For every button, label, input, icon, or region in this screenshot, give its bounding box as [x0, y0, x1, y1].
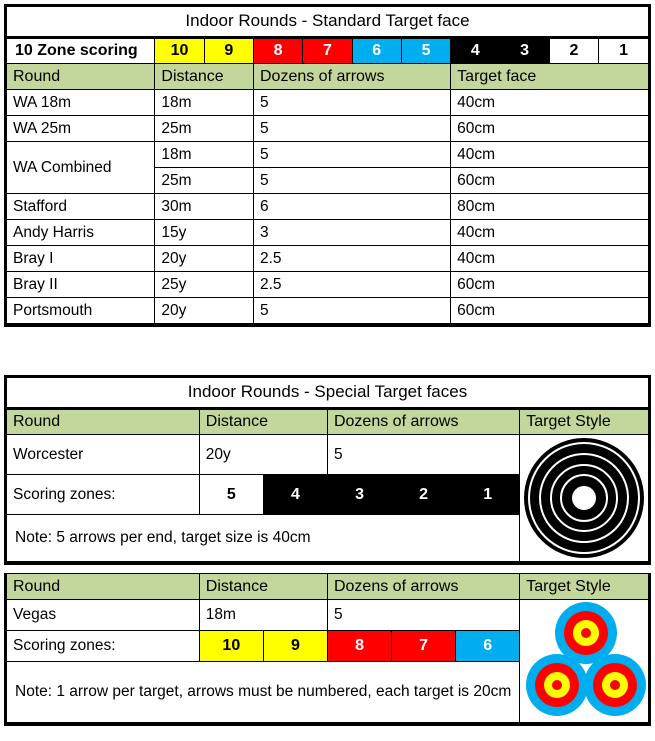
worcester-zone-1: 1	[456, 475, 520, 515]
round-dozens: 6	[253, 194, 450, 220]
round-distance: 25m	[155, 168, 254, 194]
column-header-target-style: Target Style	[520, 574, 648, 600]
zone-1: 1	[599, 38, 648, 64]
vegas-face-bottom-right	[584, 654, 646, 716]
table-row	[7, 220, 648, 246]
round-dozens: 5	[253, 90, 450, 116]
worcester-bullseye	[572, 486, 596, 510]
vegas-zone-6: 6	[456, 630, 520, 661]
worcester-header-row	[7, 409, 648, 435]
column-header-dozens: Dozens of arrows	[327, 409, 519, 435]
vegas-note: Note: 1 arrow per target, arrows must be numbered, each target is 20cm	[7, 661, 520, 723]
round-target-face: 60cm	[451, 116, 648, 142]
standard-zone-row	[7, 38, 648, 64]
round-target-face: 60cm	[451, 168, 648, 194]
round-target-face: 60cm	[451, 298, 648, 324]
column-header-round: Round	[7, 409, 199, 435]
column-header-round: Round	[7, 574, 199, 600]
worcester-table	[7, 378, 648, 562]
round-target-face: 40cm	[451, 90, 648, 116]
standard-title-row	[7, 7, 648, 38]
worcester-zone-2: 2	[392, 475, 456, 515]
vegas-center-x	[552, 680, 562, 690]
round-name: Vegas	[7, 600, 199, 631]
zone-2: 2	[549, 38, 598, 64]
column-header-distance: Distance	[199, 574, 327, 600]
zone-5: 5	[401, 38, 450, 64]
round-dozens: 3	[253, 220, 450, 246]
vegas-zone-10: 10	[199, 630, 263, 661]
round-target-face: 60cm	[451, 272, 648, 298]
worcester-note: Note: 5 arrows per end, target size is 40cm	[7, 515, 520, 562]
special-rounds-worcester-block	[4, 375, 651, 565]
round-distance: 18m	[155, 142, 254, 168]
round-name: WA 18m	[7, 90, 155, 116]
zone-3: 3	[500, 38, 549, 64]
table-row	[7, 298, 648, 324]
standard-title: Indoor Rounds - Standard Target face	[7, 7, 648, 38]
vegas-face-bottom-left	[526, 654, 588, 716]
zone-9: 9	[204, 38, 253, 64]
zone-8: 8	[253, 38, 302, 64]
table-row	[7, 246, 648, 272]
vegas-three-spot-icon	[520, 602, 652, 720]
vegas-table	[7, 573, 648, 723]
round-dozens: 2.5	[253, 246, 450, 272]
vegas-zone-7: 7	[392, 630, 456, 661]
zone-10: 10	[155, 38, 204, 64]
vegas-zone-8: 8	[327, 630, 391, 661]
round-distance: 25y	[155, 272, 254, 298]
standard-rounds-table	[7, 7, 648, 324]
vegas-header-row	[7, 574, 648, 600]
worcester-zone-4: 4	[263, 475, 327, 515]
table-row	[7, 90, 648, 116]
vegas-zone-9: 9	[263, 630, 327, 661]
zone-scoring-label: 10 Zone scoring	[7, 38, 155, 64]
zone-6: 6	[352, 38, 401, 64]
table-row	[7, 142, 648, 168]
special-rounds-vegas-block	[4, 573, 651, 726]
round-name: Andy Harris	[7, 220, 155, 246]
round-name: Worcester	[7, 435, 199, 475]
worcester-zone-3: 3	[327, 475, 391, 515]
scoring-zones-label: Scoring zones:	[7, 475, 199, 515]
round-target-face: 40cm	[451, 220, 648, 246]
round-target-face: 40cm	[451, 142, 648, 168]
column-header-dozens: Dozens of arrows	[327, 574, 519, 600]
worcester-zone-5: 5	[199, 475, 263, 515]
round-dozens: 5	[327, 435, 519, 475]
round-name: Bray II	[7, 272, 155, 298]
vegas-target-style	[520, 600, 648, 723]
column-header-distance: Distance	[155, 64, 254, 90]
round-name: Stafford	[7, 194, 155, 220]
round-distance: 18m	[199, 600, 327, 631]
round-distance: 15y	[155, 220, 254, 246]
zone-4: 4	[451, 38, 500, 64]
column-header-distance: Distance	[199, 409, 327, 435]
round-distance: 18m	[155, 90, 254, 116]
column-header-round: Round	[7, 64, 155, 90]
special-title: Indoor Rounds - Special Target faces	[7, 378, 648, 409]
round-target-face: 80cm	[451, 194, 648, 220]
round-distance: 20y	[155, 298, 254, 324]
special-title-row	[7, 378, 648, 409]
table-row	[7, 194, 648, 220]
standard-header-row	[7, 64, 648, 90]
worcester-target-style	[520, 435, 648, 562]
round-dozens: 5	[253, 142, 450, 168]
vegas-center-x	[610, 680, 620, 690]
worcester-target-face-icon	[524, 438, 644, 558]
round-dozens: 5	[253, 116, 450, 142]
round-distance: 25m	[155, 116, 254, 142]
round-dozens: 5	[253, 168, 450, 194]
column-header-dozens: Dozens of arrows	[253, 64, 450, 90]
round-name: Bray I	[7, 246, 155, 272]
table-row	[7, 600, 648, 631]
column-header-target-style: Target Style	[520, 409, 648, 435]
round-name: WA Combined	[7, 142, 155, 194]
round-name: WA 25m	[7, 116, 155, 142]
vegas-center-x	[581, 628, 591, 638]
table-row	[7, 116, 648, 142]
round-name: Portsmouth	[7, 298, 155, 324]
standard-rounds-table-block	[4, 4, 651, 327]
round-distance: 30m	[155, 194, 254, 220]
round-target-face: 40cm	[451, 246, 648, 272]
round-distance: 20y	[155, 246, 254, 272]
round-dozens: 5	[253, 298, 450, 324]
scoring-zones-label: Scoring zones:	[7, 630, 199, 661]
table-row	[7, 435, 648, 475]
round-distance: 20y	[199, 435, 327, 475]
round-dozens: 5	[327, 600, 519, 631]
round-dozens: 2.5	[253, 272, 450, 298]
column-header-target-face: Target face	[451, 64, 648, 90]
zone-7: 7	[303, 38, 352, 64]
table-row	[7, 272, 648, 298]
